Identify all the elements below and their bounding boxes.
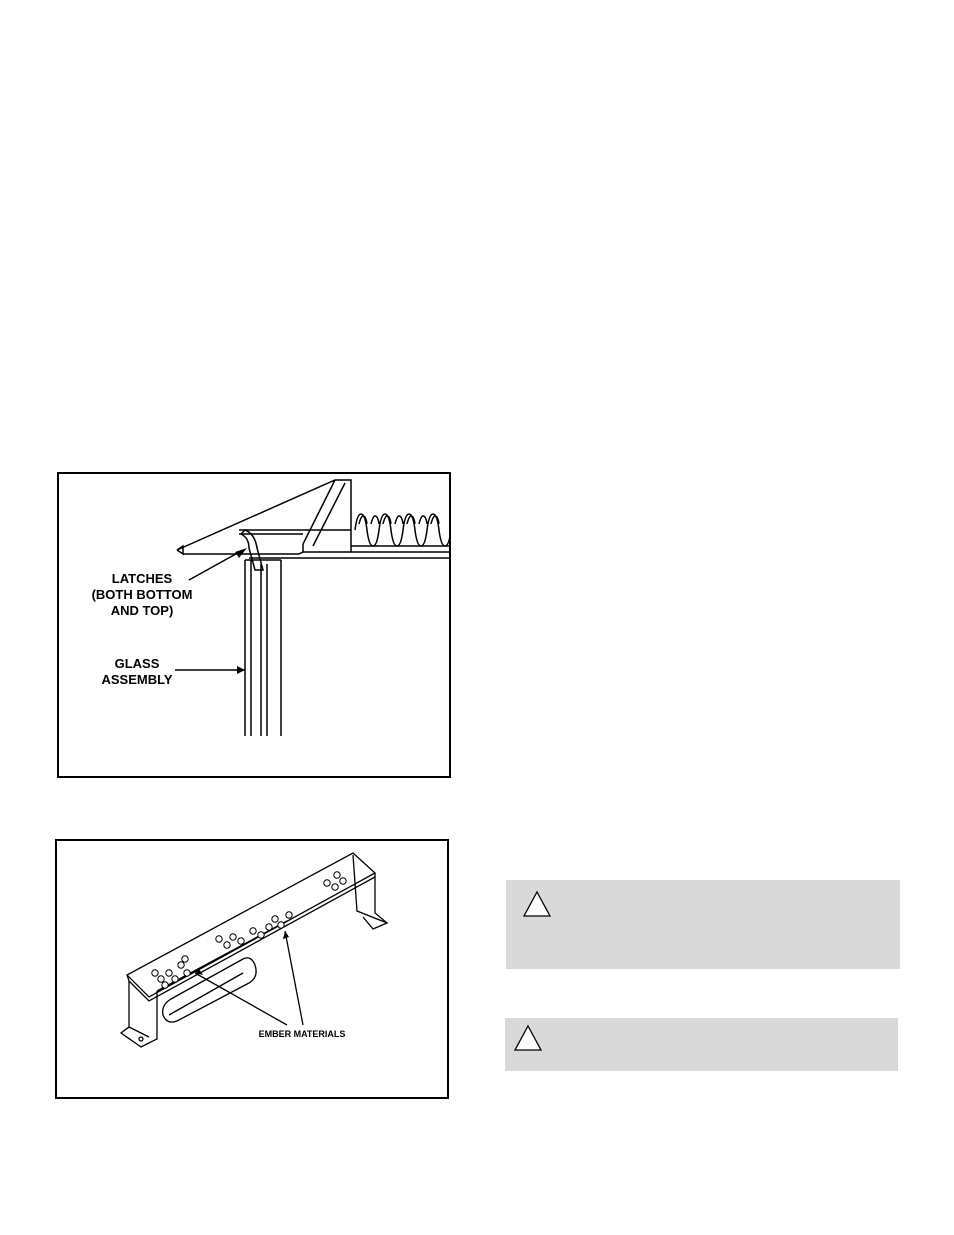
warning-triangle-icon — [513, 1024, 543, 1052]
latch-diagram — [59, 474, 449, 776]
ember-materials-label: EMBER MATERIALS — [258, 1029, 346, 1039]
latches-label: LATCHES (BOTH BOTTOM AND TOP) — [91, 571, 193, 618]
warning-triangle-icon — [522, 890, 552, 918]
latch-figure — [57, 472, 451, 778]
ember-clusters — [152, 872, 346, 988]
burner-figure — [55, 839, 449, 1099]
spring — [355, 514, 449, 546]
warning-box-2 — [505, 1018, 898, 1071]
warning-box-1 — [506, 880, 900, 969]
burner-diagram — [57, 841, 447, 1097]
glass-assembly-label: GLASS ASSEMBLY — [101, 656, 173, 687]
top-plate-edge — [177, 480, 351, 550]
